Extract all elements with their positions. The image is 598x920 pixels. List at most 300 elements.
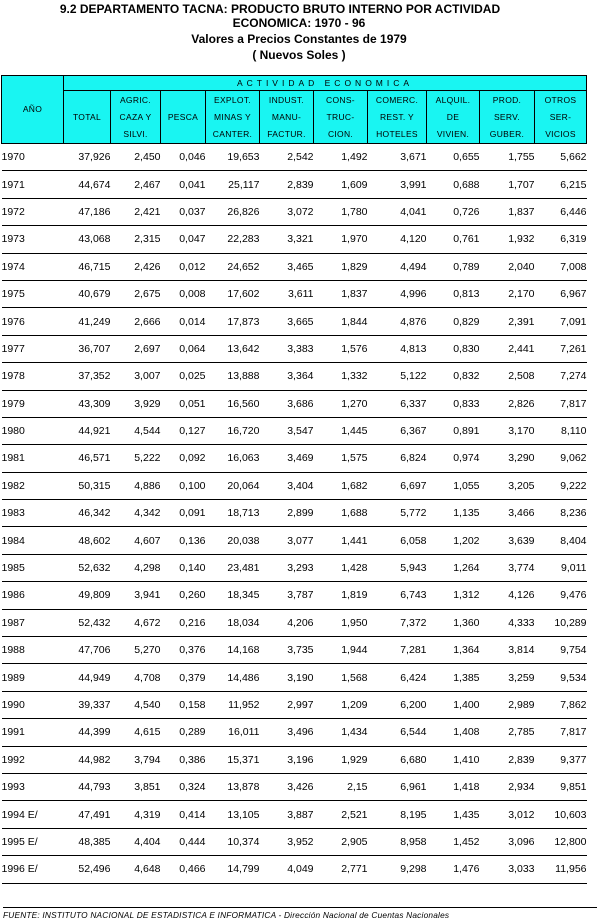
value-cell: 9,298 [368,856,427,883]
value-cell: 3,686 [260,390,314,417]
value-cell: 1,360 [427,609,480,636]
value-cell: 46,715 [64,253,111,280]
year-cell: 1971 [2,171,64,198]
column-header-line: CANTER. [212,128,253,139]
column-header-line: MINAS Y [214,111,251,122]
value-cell: 1,609 [314,171,368,198]
value-cell: 3,469 [260,445,314,472]
column-header-line: AGRIC. [119,94,152,105]
value-cell: 0,830 [427,335,480,362]
table-row [2,171,587,198]
value-cell: 4,298 [111,554,161,581]
value-cell: 0,008 [161,280,206,307]
value-cell: 4,648 [111,856,161,883]
value-cell: 6,200 [368,691,427,718]
table-row [2,856,587,883]
value-cell: 6,367 [368,417,427,444]
value-cell: 4,319 [111,801,161,828]
value-cell: 1,944 [314,637,368,664]
value-cell: 5,122 [368,363,427,390]
value-cell: 10,374 [206,828,260,855]
value-cell: 3,170 [480,417,535,444]
value-cell: 0,140 [161,554,206,581]
table-row [2,417,587,444]
value-cell: 1,780 [314,198,368,225]
value-cell: 0,025 [161,363,206,390]
value-cell: 1,688 [314,500,368,527]
value-cell: 0,655 [427,144,480,171]
value-cell: 9,851 [535,773,587,800]
value-cell: 20,038 [206,527,260,554]
value-cell: 3,794 [111,746,161,773]
value-cell: 3,887 [260,801,314,828]
value-cell: 9,754 [535,637,587,664]
value-cell: 0,127 [161,417,206,444]
value-cell: 8,195 [368,801,427,828]
year-cell: 1975 [2,280,64,307]
value-cell: 48,602 [64,527,111,554]
value-cell: 3,072 [260,198,314,225]
value-cell: 1,452 [427,828,480,855]
table-row [2,582,587,609]
value-cell: 1,428 [314,554,368,581]
year-cell: 1989 [2,664,64,691]
source-footnote: FUENTE: INSTITUTO NACIONAL DE ESTADISTICA E INFORMATICA - Dirección Nacional de Cuentas Nacionales [3,907,597,920]
value-cell: 1,434 [314,719,368,746]
value-cell: 9,011 [535,554,587,581]
value-cell: 44,949 [64,664,111,691]
value-cell: 10,603 [535,801,587,828]
value-cell: 15,371 [206,746,260,773]
table-row [2,637,587,664]
value-cell: 13,888 [206,363,260,390]
value-cell: 4,544 [111,417,161,444]
column-header [535,91,587,144]
value-cell: 24,652 [206,253,260,280]
column-header-row [2,91,587,144]
column-header-line: PROD. [492,94,522,105]
value-cell: 2,826 [480,390,535,417]
value-cell: 10,289 [535,609,587,636]
value-cell: 16,560 [206,390,260,417]
value-cell: 0,386 [161,746,206,773]
value-cell: 1,970 [314,226,368,253]
table-row [2,527,587,554]
value-cell: 1,568 [314,664,368,691]
table-row [2,828,587,855]
value-cell: 7,862 [535,691,587,718]
year-column-header: AÑO [2,76,64,144]
value-cell: 0,789 [427,253,480,280]
year-cell: 1986 [2,582,64,609]
column-header-line: INDUST. [268,94,305,105]
table-units: ( Nuevos Soles ) [252,48,346,62]
value-cell: 3,465 [260,253,314,280]
value-cell: 3,290 [480,445,535,472]
value-cell: 4,886 [111,472,161,499]
value-cell: 43,309 [64,390,111,417]
value-cell: 9,534 [535,664,587,691]
column-header-line: VIVIEN. [436,128,470,139]
value-cell: 52,496 [64,856,111,883]
table-header [2,76,587,144]
year-cell: 1992 [2,746,64,773]
value-cell: 6,824 [368,445,427,472]
value-cell: 1,135 [427,500,480,527]
value-cell: 7,274 [535,363,587,390]
value-cell: 41,249 [64,308,111,335]
year-cell: 1983 [2,500,64,527]
value-cell: 0,046 [161,144,206,171]
value-cell: 14,486 [206,664,260,691]
column-header-line: COMERC. [375,94,419,105]
table-row [2,500,587,527]
value-cell: 0,289 [161,719,206,746]
value-cell: 6,424 [368,664,427,691]
year-cell: 1990 [2,691,64,718]
value-cell: 2,441 [480,335,535,362]
value-cell: 5,772 [368,500,427,527]
value-cell: 1,445 [314,417,368,444]
value-cell: 17,873 [206,308,260,335]
year-cell: 1996 E/ [2,856,64,883]
value-cell: 0,829 [427,308,480,335]
value-cell: 3,096 [480,828,535,855]
value-cell: 37,926 [64,144,111,171]
value-cell: 3,205 [480,472,535,499]
value-cell: 13,878 [206,773,260,800]
value-cell: 3,293 [260,554,314,581]
column-header [260,91,314,144]
value-cell: 2,170 [480,280,535,307]
value-cell: 1,410 [427,746,480,773]
column-header [480,91,535,144]
value-cell: 11,952 [206,691,260,718]
value-cell: 1,441 [314,527,368,554]
column-header-line: SERV. [493,111,521,122]
value-cell: 6,337 [368,390,427,417]
value-cell: 6,743 [368,582,427,609]
table-row [2,226,587,253]
value-cell: 52,432 [64,609,111,636]
value-cell: 0,158 [161,691,206,718]
value-cell: 3,952 [260,828,314,855]
value-cell: 0,379 [161,664,206,691]
value-cell: 0,136 [161,527,206,554]
value-cell: 37,352 [64,363,111,390]
value-cell: 0,376 [161,637,206,664]
column-header-line: EXPLOT. [213,94,252,105]
value-cell: 6,544 [368,719,427,746]
value-cell: 46,342 [64,500,111,527]
value-cell: 6,697 [368,472,427,499]
value-cell: 14,168 [206,637,260,664]
column-header [206,91,260,144]
value-cell: 4,404 [111,828,161,855]
year-cell: 1977 [2,335,64,362]
value-cell: 9,377 [535,746,587,773]
value-cell: 7,372 [368,609,427,636]
value-cell: 3,033 [480,856,535,883]
value-cell: 0,726 [427,198,480,225]
value-cell: 2,697 [111,335,161,362]
column-header-line: DE [446,111,460,122]
column-header [161,91,206,144]
value-cell: 26,826 [206,198,260,225]
value-cell: 0,761 [427,226,480,253]
value-cell: 39,337 [64,691,111,718]
value-cell: 4,876 [368,308,427,335]
year-cell: 1991 [2,719,64,746]
value-cell: 6,215 [535,171,587,198]
value-cell: 3,426 [260,773,314,800]
value-cell: 0,324 [161,773,206,800]
gdp-table [1,75,587,884]
value-cell: 2,997 [260,691,314,718]
value-cell: 8,404 [535,527,587,554]
value-cell: 3,735 [260,637,314,664]
table-row [2,801,587,828]
value-cell: 8,958 [368,828,427,855]
value-cell: 2,040 [480,253,535,280]
value-cell: 4,672 [111,609,161,636]
value-cell: 47,706 [64,637,111,664]
value-cell: 3,383 [260,335,314,362]
value-cell: 6,446 [535,198,587,225]
year-cell: 1988 [2,637,64,664]
value-cell: 47,491 [64,801,111,828]
value-cell: 1,332 [314,363,368,390]
value-cell: 44,793 [64,773,111,800]
value-cell: 6,680 [368,746,427,773]
column-header [111,91,161,144]
value-cell: 0,041 [161,171,206,198]
column-header-line: REST. Y [379,111,415,122]
table-row [2,773,587,800]
column-header-line: OTROS [544,94,577,105]
value-cell: 7,817 [535,390,587,417]
table-row [2,253,587,280]
value-cell: 1,837 [314,280,368,307]
year-cell: 1987 [2,609,64,636]
value-cell: 1,755 [480,144,535,171]
value-cell: 4,607 [111,527,161,554]
value-cell: 3,929 [111,390,161,417]
value-cell: 20,064 [206,472,260,499]
value-cell: 16,063 [206,445,260,472]
activity-group-header: ACTIVIDAD ECONOMICA [64,76,587,91]
value-cell: 13,642 [206,335,260,362]
value-cell: 2,785 [480,719,535,746]
value-cell: 2,467 [111,171,161,198]
value-cell: 3,364 [260,363,314,390]
value-cell: 6,319 [535,226,587,253]
year-cell: 1980 [2,417,64,444]
value-cell: 0,414 [161,801,206,828]
value-cell: 4,049 [260,856,314,883]
value-cell: 8,110 [535,417,587,444]
value-cell: 23,481 [206,554,260,581]
value-cell: 44,399 [64,719,111,746]
value-cell: 1,932 [480,226,535,253]
value-cell: 3,941 [111,582,161,609]
value-cell: 5,222 [111,445,161,472]
table-row [2,308,587,335]
value-cell: 4,342 [111,500,161,527]
value-cell: 0,833 [427,390,480,417]
value-cell: 4,494 [368,253,427,280]
year-cell: 1982 [2,472,64,499]
value-cell: 49,809 [64,582,111,609]
value-cell: 1,418 [427,773,480,800]
value-cell: 1,408 [427,719,480,746]
value-cell: 3,259 [480,664,535,691]
value-cell: 36,707 [64,335,111,362]
value-cell: 4,615 [111,719,161,746]
year-cell: 1995 E/ [2,828,64,855]
value-cell: 2,521 [314,801,368,828]
value-cell: 0,891 [427,417,480,444]
table-row [2,390,587,417]
value-cell: 1,576 [314,335,368,362]
value-cell: 5,662 [535,144,587,171]
value-cell: 1,385 [427,664,480,691]
value-cell: 4,333 [480,609,535,636]
value-cell: 16,720 [206,417,260,444]
value-cell: 2,666 [111,308,161,335]
column-header [314,91,368,144]
value-cell: 22,283 [206,226,260,253]
value-cell: 4,996 [368,280,427,307]
value-cell: 0,832 [427,363,480,390]
value-cell: 1,209 [314,691,368,718]
year-cell: 1974 [2,253,64,280]
value-cell: 4,813 [368,335,427,362]
value-cell: 2,771 [314,856,368,883]
value-cell: 16,011 [206,719,260,746]
column-header-line: PESCA [167,111,199,122]
year-cell: 1981 [2,445,64,472]
value-cell: 2,15 [314,773,368,800]
value-cell: 2,839 [260,171,314,198]
value-cell: 48,385 [64,828,111,855]
value-cell: 40,679 [64,280,111,307]
value-cell: 7,091 [535,308,587,335]
year-cell: 1984 [2,527,64,554]
column-header-line: CONS- [326,94,355,105]
value-cell: 2,508 [480,363,535,390]
value-cell: 3,547 [260,417,314,444]
value-cell: 0,688 [427,171,480,198]
value-cell: 1,364 [427,637,480,664]
value-cell: 7,281 [368,637,427,664]
table-row [2,280,587,307]
table-row [2,363,587,390]
column-header-line: MANU- [271,111,302,122]
value-cell: 1,682 [314,472,368,499]
column-header-line: VICIOS [545,128,576,139]
value-cell: 8,236 [535,500,587,527]
value-cell: 2,391 [480,308,535,335]
value-cell: 13,105 [206,801,260,828]
value-cell: 3,814 [480,637,535,664]
value-cell: 0,012 [161,253,206,280]
value-cell: 2,315 [111,226,161,253]
value-cell: 2,542 [260,144,314,171]
value-cell: 1,264 [427,554,480,581]
value-cell: 3,077 [260,527,314,554]
value-cell: 50,315 [64,472,111,499]
value-cell: 43,068 [64,226,111,253]
value-cell: 3,404 [260,472,314,499]
value-cell: 0,092 [161,445,206,472]
value-cell: 7,261 [535,335,587,362]
value-cell: 14,799 [206,856,260,883]
column-header-line: CAZA Y [119,111,152,122]
value-cell: 52,632 [64,554,111,581]
table-row [2,719,587,746]
value-cell: 7,817 [535,719,587,746]
value-cell: 4,120 [368,226,427,253]
table-row [2,198,587,225]
value-cell: 1,476 [427,856,480,883]
value-cell: 1,950 [314,609,368,636]
table-row [2,609,587,636]
value-cell: 0,444 [161,828,206,855]
value-cell: 2,426 [111,253,161,280]
column-header [64,91,111,144]
value-cell: 1,819 [314,582,368,609]
value-cell: 44,674 [64,171,111,198]
value-cell: 3,496 [260,719,314,746]
value-cell: 0,047 [161,226,206,253]
value-cell: 3,196 [260,746,314,773]
column-header-line: SER- [549,111,572,122]
value-cell: 12,800 [535,828,587,855]
value-cell: 46,571 [64,445,111,472]
value-cell: 4,540 [111,691,161,718]
value-cell: 3,466 [480,500,535,527]
value-cell: 3,991 [368,171,427,198]
table-subtitle: Valores a Precios Constantes de 1979 [191,32,407,46]
value-cell: 3,321 [260,226,314,253]
value-cell: 5,270 [111,637,161,664]
table-row [2,746,587,773]
value-cell: 11,956 [535,856,587,883]
table-row [2,335,587,362]
value-cell: 1,400 [427,691,480,718]
value-cell: 1,837 [480,198,535,225]
value-cell: 4,126 [480,582,535,609]
column-header-line: TRUC- [326,111,355,122]
value-cell: 19,653 [206,144,260,171]
table-body [2,144,587,884]
value-cell: 0,466 [161,856,206,883]
value-cell: 2,839 [480,746,535,773]
value-cell: 4,708 [111,664,161,691]
value-cell: 1,055 [427,472,480,499]
column-header [427,91,480,144]
value-cell: 1,575 [314,445,368,472]
value-cell: 3,665 [260,308,314,335]
value-cell: 1,202 [427,527,480,554]
value-cell: 3,611 [260,280,314,307]
value-cell: 1,829 [314,253,368,280]
table-title-line-1: 9.2 DEPARTAMENTO TACNA: PRODUCTO BRUTO INTERNO POR ACTIVIDAD [59,2,501,16]
value-cell: 25,117 [206,171,260,198]
value-cell: 1,492 [314,144,368,171]
year-cell: 1978 [2,363,64,390]
